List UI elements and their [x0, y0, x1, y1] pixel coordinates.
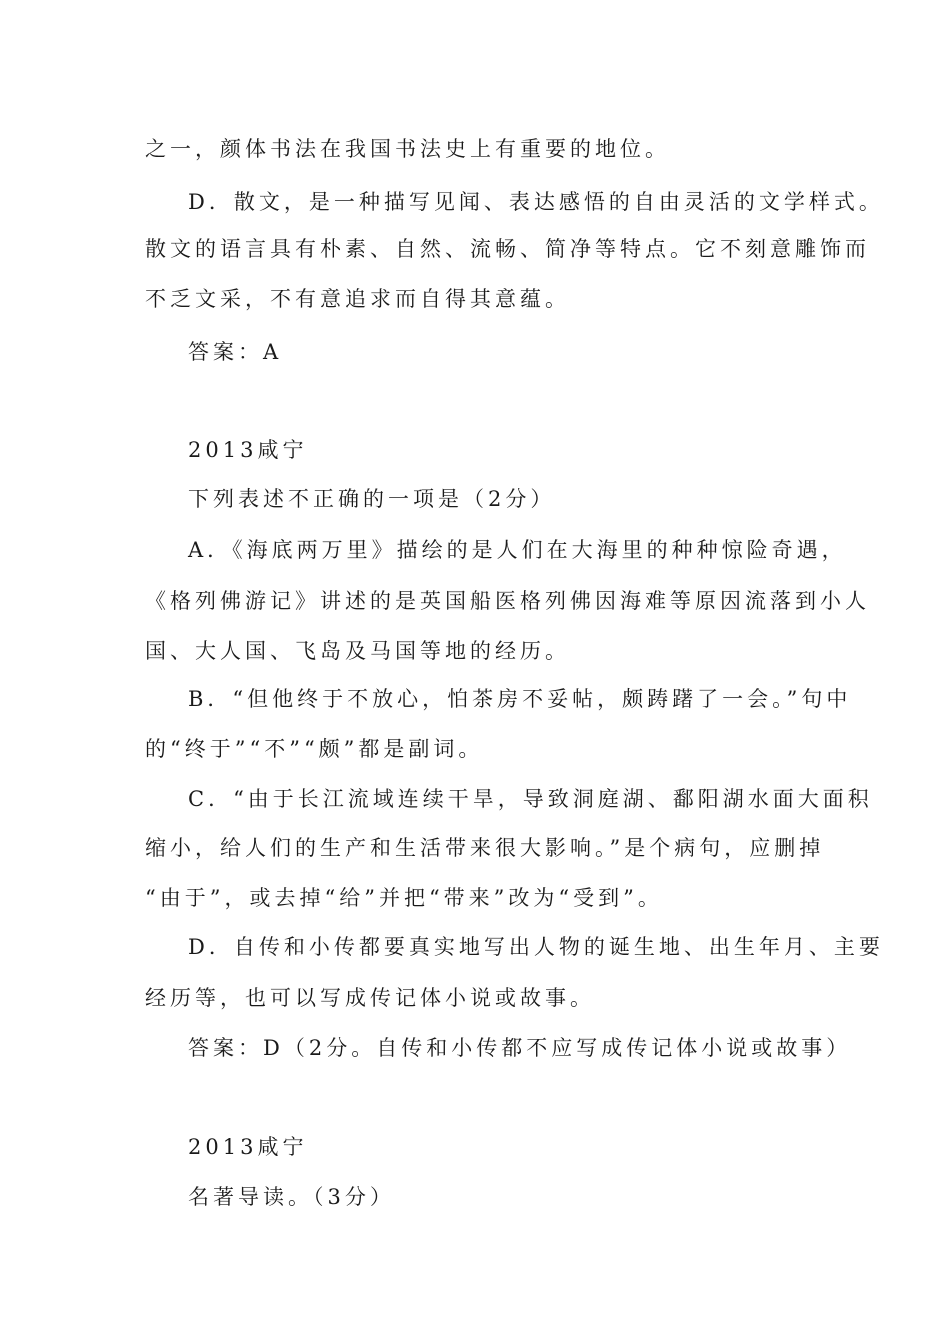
text-line: 缩小，给人们的生产和生活带来很大影响。”是个病句，应删掉	[145, 836, 825, 860]
text-line: 散文的语言具有朴素、自然、流畅、简净等特点。它不刻意雕饰而	[145, 237, 870, 261]
text-line: 之一，颜体书法在我国书法史上有重要的地位。	[145, 137, 670, 161]
section-heading: 2013咸宁	[188, 438, 308, 462]
section-heading: 2013咸宁	[188, 1135, 308, 1159]
text-line: C．“由于长江流域连续干旱，导致洞庭湖、鄱阳湖水面大面积	[188, 787, 873, 811]
text-line: 的“终于”“不”“颇”都是副词。	[145, 737, 484, 761]
answer-line: 答案：D（2分。自传和小传都不应写成传记体小说或故事）	[188, 1036, 852, 1060]
answer-line: 答案：A	[188, 340, 283, 364]
text-line: B．“但他终于不放心，怕茶房不妥帖，颇踌躇了一会。”句中	[188, 687, 852, 711]
text-line: “由于”，或去掉“给”并把“带来”改为“受到”。	[145, 886, 663, 910]
text-line: D．散文，是一种描写见闻、表达感悟的自由灵活的文学样式。	[188, 190, 884, 214]
question-prompt: 名著导读。（3分）	[188, 1185, 395, 1209]
text-line: A．《海底两万里》描绘的是人们在大海里的种种惊险奇遇，	[188, 538, 847, 562]
question-prompt: 下列表述不正确的一项是（2分）	[188, 487, 556, 511]
text-line: 《格列佛游记》讲述的是英国船医格列佛因海难等原因流落到小人	[145, 589, 870, 613]
text-line: 不乏文采，不有意追求而自得其意蕴。	[145, 287, 570, 311]
text-line: 国、大人国、飞岛及马国等地的经历。	[145, 639, 570, 663]
text-line: 经历等，也可以写成传记体小说或故事。	[145, 986, 595, 1010]
text-line: D．自传和小传都要真实地写出人物的诞生地、出生年月、主要	[188, 935, 884, 959]
